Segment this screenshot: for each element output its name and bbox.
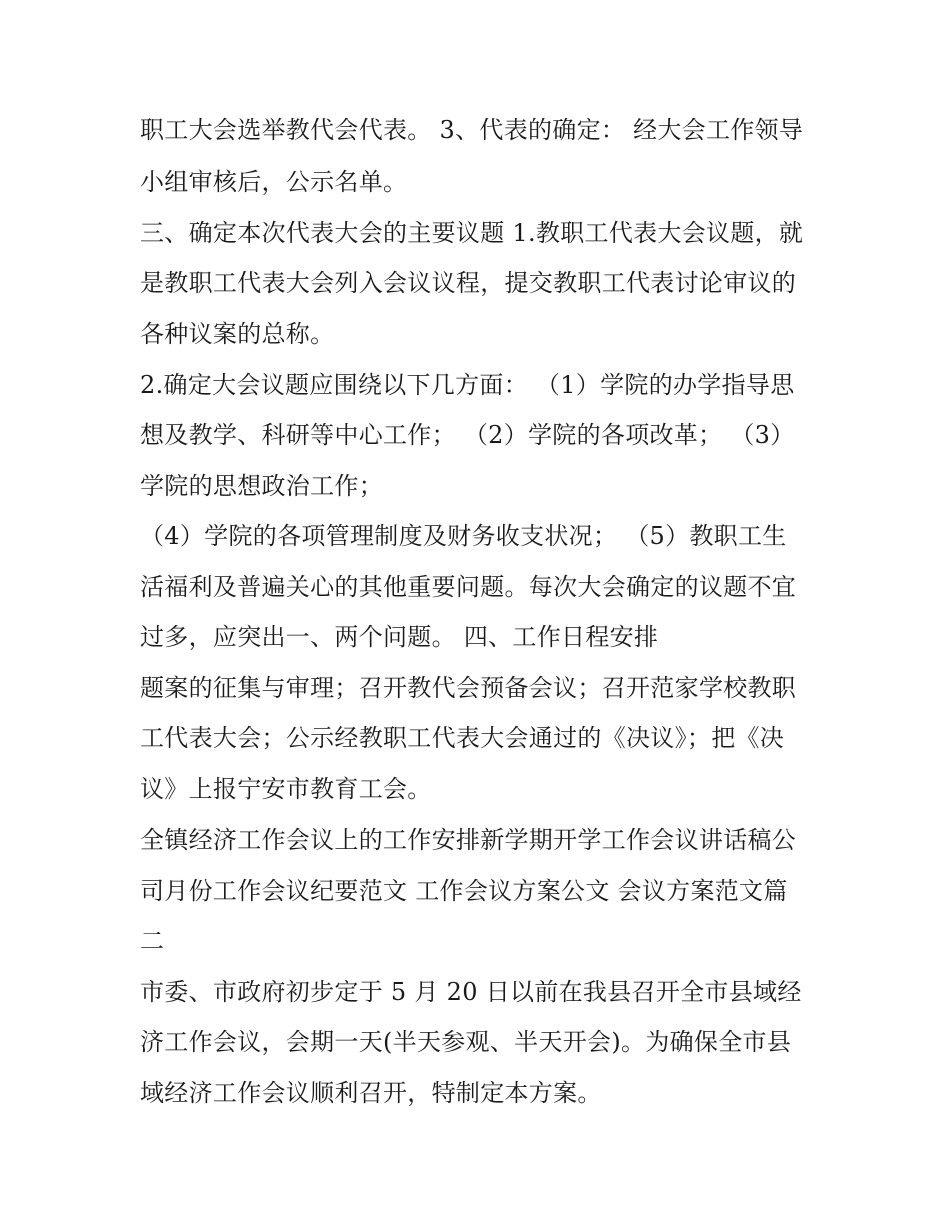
text-line: 议》上报宁安市教育工会。 bbox=[140, 775, 432, 803]
text-line: 题案的征集与审理；召开教代会预备会议；召开范家学校教职 bbox=[140, 674, 797, 702]
text-line: 济工作会议，会期一天(半天参观、半天开会)。为确保全市县 bbox=[140, 1028, 792, 1056]
text-line: 想及教学、科研等中心工作； （2）学院的各项改革； （3） bbox=[140, 421, 795, 449]
text-line: 活福利及普遍关心的其他重要问题。每次大会确定的议题不宜 bbox=[140, 573, 797, 601]
text-line: 域经济工作会议顺利召开，特制定本方案。 bbox=[140, 1079, 602, 1107]
text-line: 三、确定本次代表大会的主要议题 1.教职工代表大会议题，就 bbox=[140, 219, 804, 247]
text-line: 过多，应突出一、两个问题。 四、工作日程安排 bbox=[140, 623, 659, 651]
text-line: 市委、市政府初步定于 5 月 20 日以前在我县召开全市县域经 bbox=[140, 978, 802, 1006]
text-line: 全镇经济工作会议上的工作安排新学期开学工作会议讲话稿公 bbox=[140, 826, 797, 854]
text-line: 司月份工作会议纪要范文 工作会议方案公文 会议方案范文篇 bbox=[140, 877, 788, 905]
text-line: 二 bbox=[140, 927, 165, 955]
text-line: 2.确定大会议题应围绕以下几方面： （1）学院的办学指导思 bbox=[140, 371, 795, 399]
text-line: 是教职工代表大会列入会议议程，提交教职工代表讨论审议的 bbox=[140, 269, 797, 297]
text-line: 学院的思想政治工作； bbox=[140, 472, 383, 500]
text-line: 小组审核后，公示名单。 bbox=[140, 168, 408, 196]
text-line: 各种议案的总称。 bbox=[140, 320, 335, 348]
text-line: （4）学院的各项管理制度及财务收支状况； （5）教职工生 bbox=[140, 522, 787, 550]
text-line: 职工大会选举教代会代表。 3、代表的确定： 经大会工作领导 bbox=[140, 116, 804, 144]
text-line: 工代表大会；公示经教职工代表大会通过的《决议》；把《决 bbox=[140, 724, 785, 752]
